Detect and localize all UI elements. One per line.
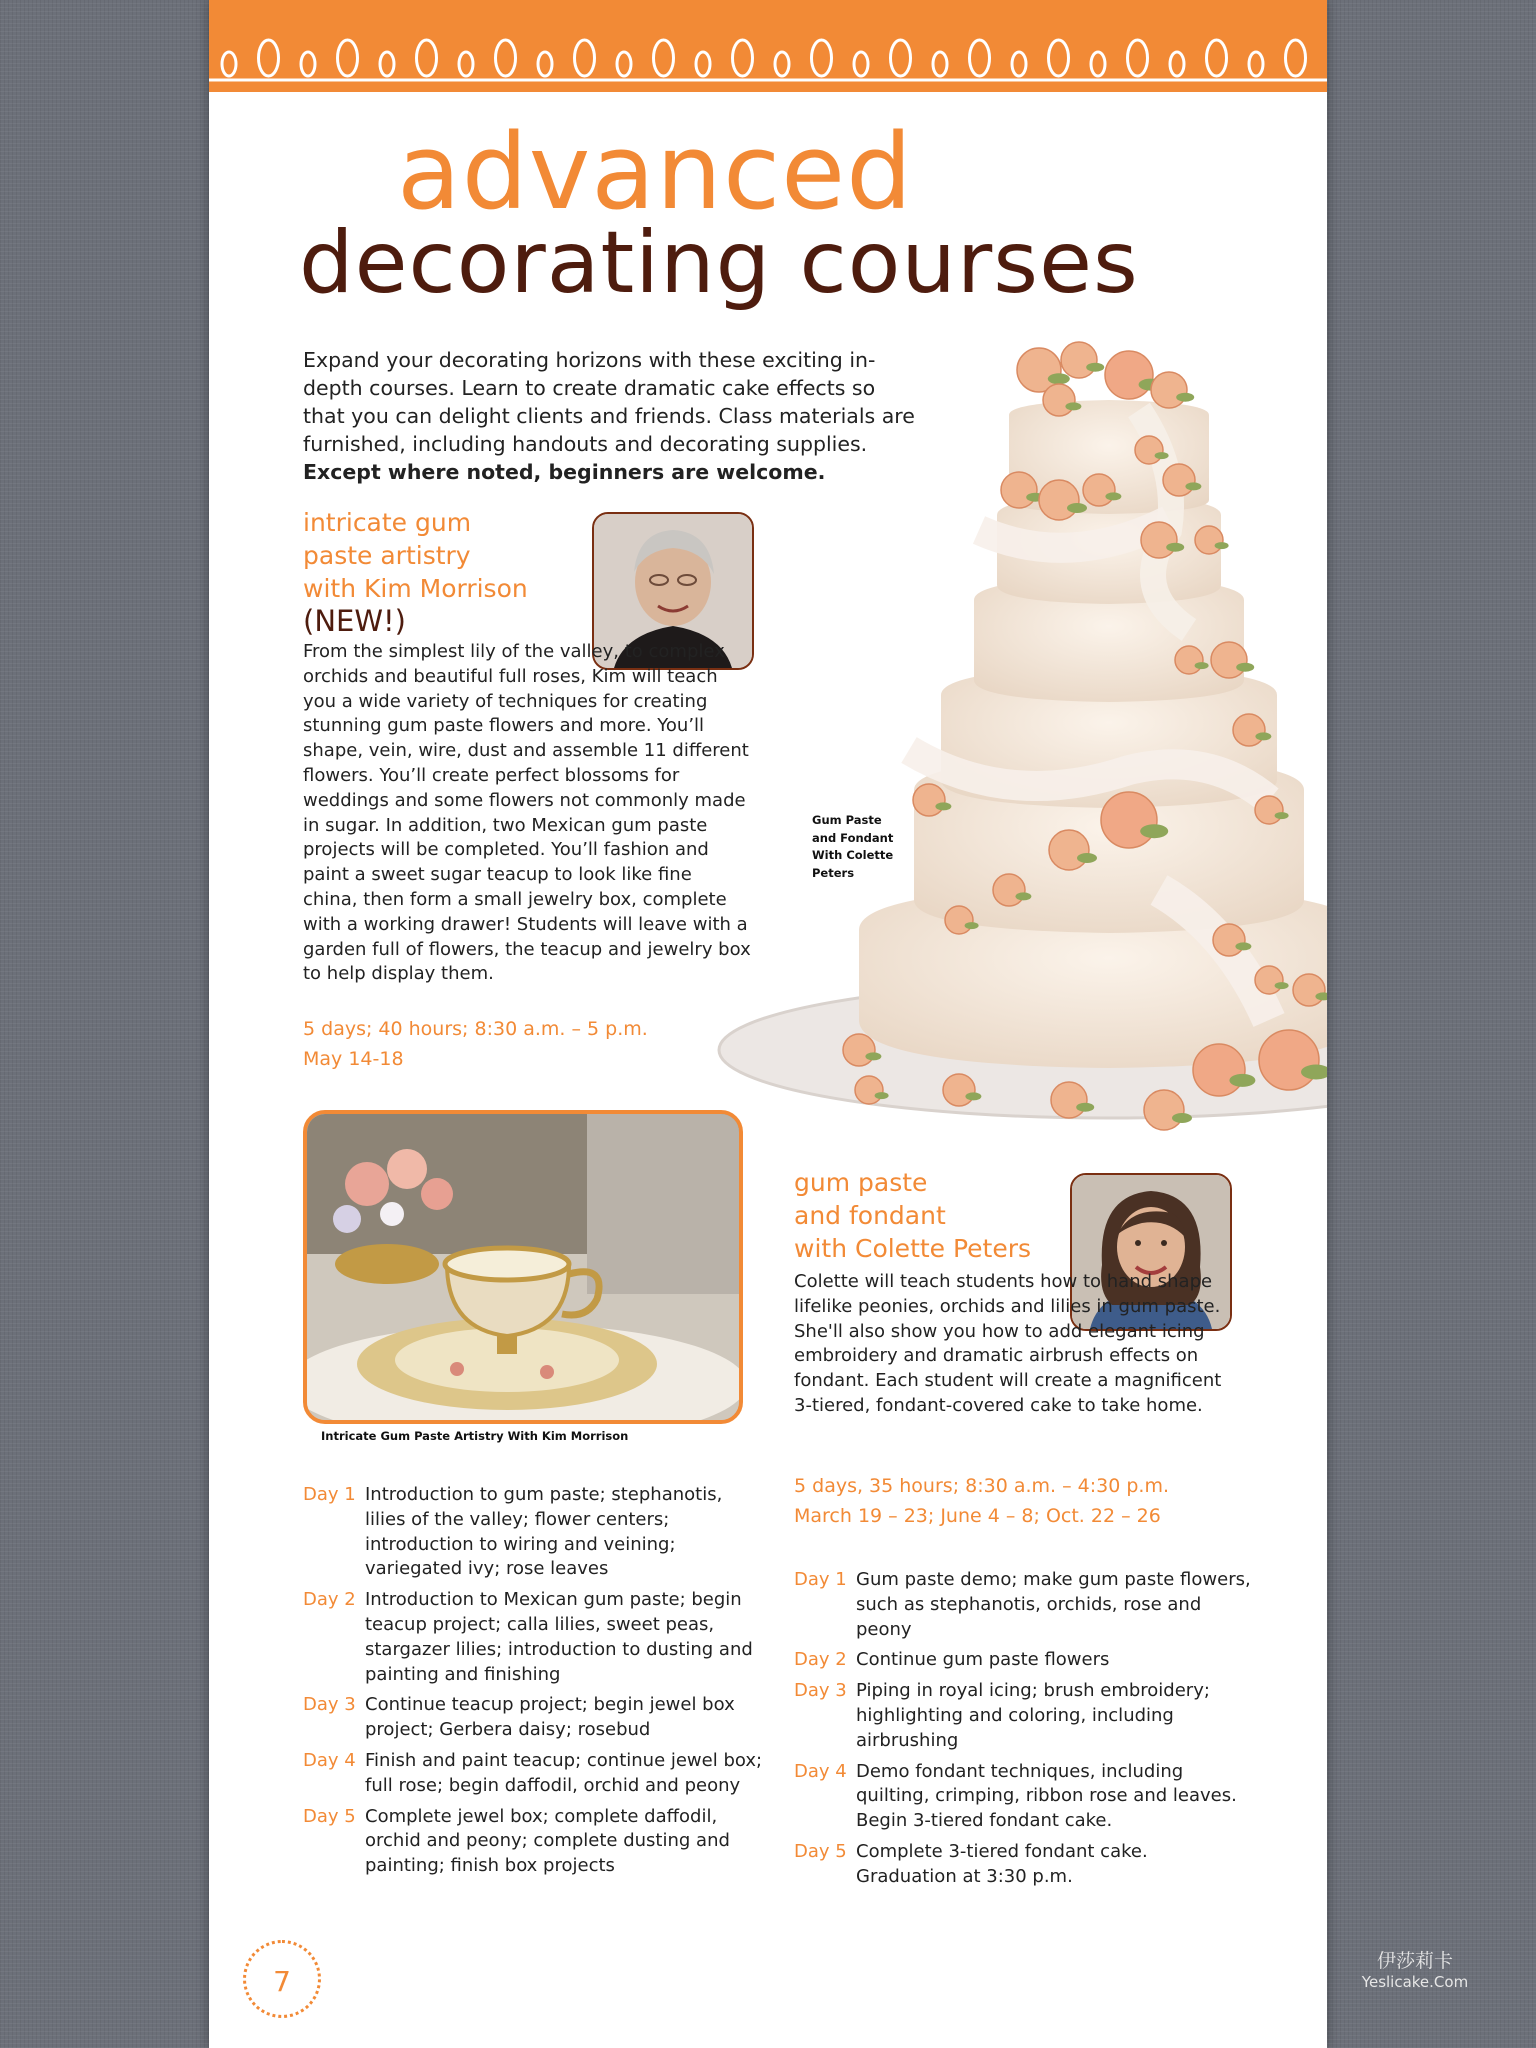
header-banner [209, 0, 1327, 92]
teacup-photo [303, 1110, 743, 1424]
list-item [794, 1840, 1254, 1890]
day-label: Day 4 [794, 1760, 847, 1782]
course2-description [794, 1270, 1244, 1419]
day-text: Continue gum paste flowers [856, 1649, 1110, 1671]
day-text: Introduction to Mexican gum paste; begin teacup project; calla lilies, sweet peas, stargazer lilies; introduction to dusting and painting and finishing [365, 1589, 753, 1685]
day-label: Day 4 [303, 1749, 356, 1771]
course1-meta [303, 1014, 763, 1074]
day-text: Gum paste demo; make gum paste flowers, such as stephanotis, orchids, rose and peony [856, 1569, 1251, 1640]
course1-title-line: intricate gum [303, 508, 472, 537]
day-label: Day 2 [794, 1649, 847, 1671]
page-title-line-1: advanced [397, 111, 914, 233]
day-text: Demo fondant techniques, including quilting, crimping, ribbon rose and leaves. Begin 3-tiered fondant cake. [856, 1760, 1237, 1832]
course2-meta [794, 1471, 1254, 1531]
course1-title-line: paste artistry [303, 541, 471, 570]
day-text: Finish and paint teacup; continue jewel box; full rose; begin daffodil, orchid and peony [365, 1749, 763, 1796]
course1-title [303, 506, 563, 638]
cake-caption-line: and Fondant [812, 830, 894, 845]
course1-body-text: From the simplest lily of the valley, to complex orchids and beautiful full roses, Kim will teach you a wide variety of techniques for creating stunning gum paste flowers and more. You’ll shape, vein, wire, dust and assemble 11 different flowers. You’ll create perfect blossoms for weddings and some flowers not commonly made in sugar. In addition, two Mexican gum paste projects will be completed. You’ll fashion and paint a sweet sugar teacup to look like fine china, then form a small jewelry box, complete with a working drawer! Students will leave with a garden full of flowers, the teacup and jewelry box to help display them. [303, 641, 751, 985]
course2-title-line: and fondant [794, 1201, 946, 1230]
day-text: Complete 3-tiered fondant cake. Graduation at 3:30 p.m. [856, 1840, 1148, 1887]
list-item [303, 1588, 763, 1687]
day-label: Day 5 [303, 1805, 356, 1827]
new-badge: (NEW!) [303, 604, 406, 638]
list-item [794, 1679, 1254, 1753]
watermark [1340, 1946, 1490, 1991]
day-text: Complete jewel box; complete daffodil, orchid and peony; complete dusting and painting; finish box projects [365, 1805, 730, 1877]
cake-photo-caption [812, 812, 912, 882]
teacup-illustration [307, 1114, 739, 1420]
course2-dates: March 19 – 23; June 4 – 8; Oct. 22 – 26 [794, 1505, 1161, 1527]
day-text: Introduction to gum paste; stephanotis, lilies of the valley; flower centers; introduction to wiring and veining; variegated ivy; rose leaves [365, 1484, 723, 1580]
catalog-page [209, 0, 1327, 2048]
list-item [303, 1805, 763, 1879]
cake-caption-line: With Colette [812, 848, 894, 862]
day-label: Day 3 [303, 1694, 356, 1716]
watermark-site-text: Yeslicake.Com [1361, 1973, 1469, 1991]
list-item [303, 1483, 763, 1582]
day-text: Piping in royal icing; brush embroidery; highlighting and coloring, including airbrushing [856, 1680, 1210, 1751]
page-number: 7 [243, 1940, 321, 2018]
day-text: Continue teacup project; begin jewel box project; Gerbera daisy; rosebud [365, 1694, 735, 1741]
day-label: Day 1 [303, 1484, 356, 1505]
cake-caption-line: Gum Paste [812, 813, 882, 827]
intro-text: Expand your decorating horizons with these exciting in-depth courses. Learn to create dramatic cake effects so that you can delight clients and friends. Class materials are furnished, including handouts and decorating supplies. [303, 348, 915, 456]
wedding-cake-photo [709, 330, 1327, 1140]
course2-title [794, 1166, 1054, 1265]
course2-day-list [794, 1568, 1254, 1896]
teacup-photo-caption: Intricate Gum Paste Artistry With Kim Morrison [321, 1429, 629, 1443]
intro-emphasis: Except where noted, beginners are welcome. [303, 460, 826, 484]
list-item [794, 1760, 1254, 1834]
day-label: Day 5 [794, 1840, 847, 1862]
day-label: Day 3 [794, 1680, 847, 1702]
page-title-line-2: decorating courses [299, 213, 1139, 313]
course1-schedule: 5 days; 40 hours; 8:30 a.m. – 5 p.m. [303, 1018, 648, 1040]
watermark-chinese-text: 伊莎莉卡 [1376, 1950, 1453, 1972]
course1-dates: May 14-18 [303, 1048, 404, 1070]
cake-caption-line: Peters [812, 865, 855, 880]
list-item [794, 1648, 1254, 1673]
list-item [303, 1693, 763, 1743]
day-label: Day 1 [794, 1569, 847, 1590]
course2-schedule: 5 days, 35 hours; 8:30 a.m. – 4:30 p.m. [794, 1475, 1169, 1497]
day-label: Day 2 [303, 1589, 356, 1611]
course1-title-line: with Kim Morrison [303, 574, 528, 603]
course2-title-line: gum paste [794, 1168, 928, 1197]
course1-day-list [303, 1483, 763, 1885]
course1-description [303, 640, 751, 987]
course2-body-text: Colette will teach students how to hand shape lifelike peonies, orchids and lilies in gum paste. She'll also show you how to add elegant icing embroidery and dramatic airbrush effects on fondant. Each student will create a magnificent 3-tiered, fondant-covered cake to take home. [794, 1271, 1222, 1416]
course2-title-line: with Colette Peters [794, 1234, 1032, 1263]
list-item [303, 1749, 763, 1799]
loop-border-decoration [209, 0, 1327, 92]
list-item [794, 1568, 1254, 1642]
